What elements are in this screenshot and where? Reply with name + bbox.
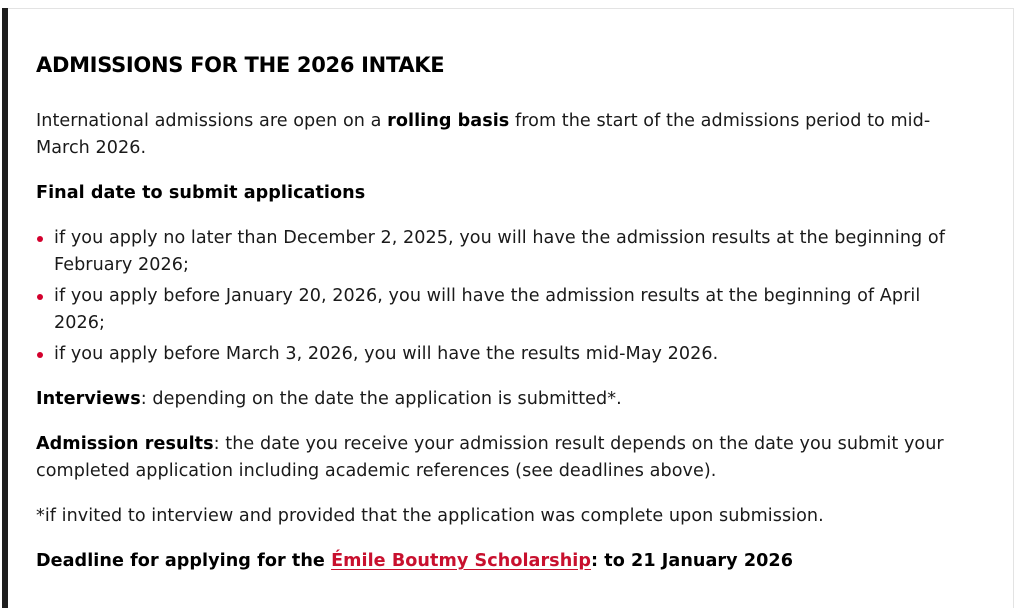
scholarship-link[interactable]: Émile Boutmy Scholarship (331, 551, 592, 571)
intro-text-start: International admissions are open on a (36, 111, 388, 131)
bullet-icon (37, 352, 43, 358)
list-item-text: if you apply before March 3, 2026, you will have the results mid-May 2026. (54, 344, 719, 364)
list-item (36, 283, 971, 337)
admission-results-paragraph (36, 431, 971, 485)
bullet-icon (37, 294, 43, 300)
interviews-paragraph (36, 386, 971, 413)
footnote: *if invited to interview and provided that the application was complete upon submission. (36, 506, 824, 526)
intro-bold: rolling basis (387, 111, 510, 131)
accent-bar (2, 8, 8, 608)
interviews-text: : depending on the date the application is submitted*. (140, 389, 622, 409)
bullet-icon (37, 236, 43, 242)
section-heading: ADMISSIONS FOR THE 2026 INTAKE (36, 53, 445, 77)
interviews-label: Interviews (36, 389, 141, 409)
admissions-section (36, 50, 971, 593)
final-date-heading-text: Final date to submit applications (36, 183, 366, 203)
list-item (36, 225, 971, 279)
scholarship-text-end: : to 21 January 2026 (591, 551, 793, 571)
admission-results-text: : the date you receive your admission result depends on the date you submit your completed application including academic references (see deadlines above). (36, 434, 944, 481)
scholarship-paragraph (36, 548, 971, 575)
admission-results-label: Admission results (36, 434, 214, 454)
deadline-list (36, 225, 971, 368)
scholarship-text-start: Deadline for applying for the (36, 551, 332, 571)
list-item-text: if you apply before January 20, 2026, you will have the admission results at the beginning of April 2026; (54, 286, 921, 333)
list-item (36, 341, 971, 368)
list-item-text: if you apply no later than December 2, 2025, you will have the admission results at the beginning of February 2026; (54, 228, 945, 275)
intro-text-end: from the start of the admissions period to mid-March 2026. (36, 111, 931, 158)
final-date-heading (36, 180, 971, 207)
intro-paragraph (36, 108, 971, 162)
